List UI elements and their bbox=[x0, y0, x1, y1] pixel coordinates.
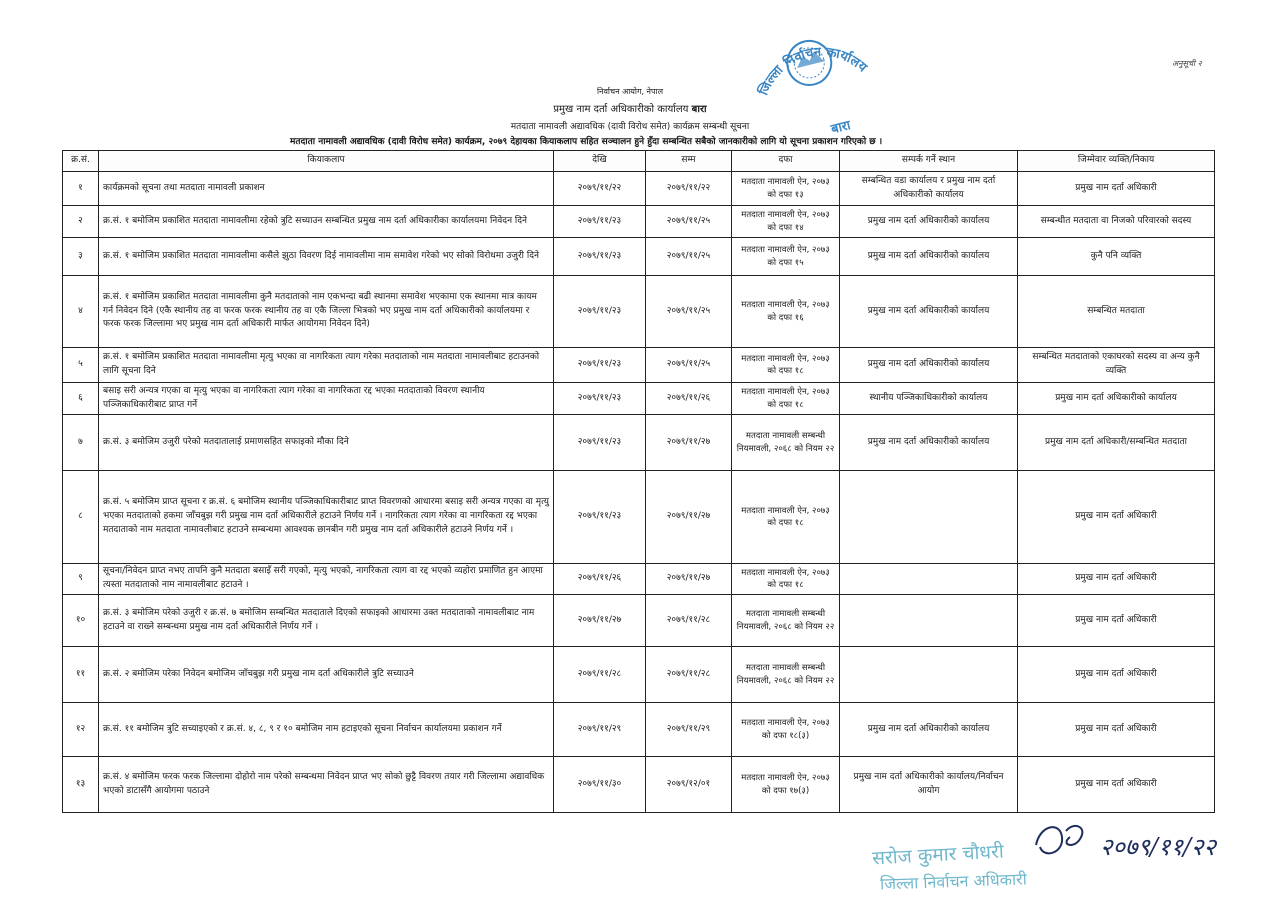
cell-section: मतदाता नामावली ऐन, २०७३ को दफा १८ bbox=[732, 471, 840, 564]
cell-from: २०७९/११/२९ bbox=[554, 703, 646, 757]
stamp-emblem-icon bbox=[746, 27, 885, 153]
table-row bbox=[63, 595, 1215, 647]
cell-contact: प्रमुख नाम दर्ता अधिकारीको कार्यालय/निर्वाचन आयोग bbox=[840, 757, 1018, 813]
table-row bbox=[63, 564, 1215, 595]
stamp-text-top: जिल्ला निर्वाचन कार्यालय bbox=[756, 45, 870, 98]
cell-section: मतदाता नामावली ऐन, २०७३ को दफा १८ bbox=[732, 383, 840, 415]
signatory-title: जिल्ला निर्वाचन अधिकारी bbox=[879, 869, 1028, 894]
cell-section: मतदाता नामावली सम्बन्धी नियमावली, २०६८ को नियम २२ bbox=[732, 647, 840, 703]
cell-section: मतदाता नामावली ऐन, २०७३ को दफा १५ bbox=[732, 238, 840, 276]
table-header-row bbox=[63, 151, 1215, 172]
cell-responsible: सम्बन्धित मतदाताको एकाघरको सदस्य वा अन्य कुनै व्यक्ति bbox=[1018, 348, 1215, 383]
cell-to: २०७९/११/२२ bbox=[646, 172, 732, 206]
header-section: दफा bbox=[732, 151, 840, 172]
cell-contact: सम्बन्धित वडा कार्यालय र प्रमुख नाम दर्ता अधिकारीको कार्यालय bbox=[840, 172, 1018, 206]
cell-responsible: प्रमुख नाम दर्ता अधिकारीको कार्यालय bbox=[1018, 383, 1215, 415]
cell-section: मतदाता नामावली ऐन, २०७३ को दफा १८ bbox=[732, 564, 840, 595]
cell-activity: सूचना/निवेदन प्राप्त नभए तापनि कुनै मतदाता बसाइँ सरी गएको, मृत्यु भएको, नागरिकता त्याग वा रद्द भएको व्यहोरा प्रमाणित हुन आएमा त्यस्ता मतदाताको नाम नामावलीबाट हटाउने । bbox=[99, 564, 554, 595]
cell-responsible: प्रमुख नाम दर्ता अधिकारी bbox=[1018, 647, 1215, 703]
cell-sn: ८ bbox=[63, 471, 99, 564]
annex-label: अनुसूची २ bbox=[1172, 59, 1202, 68]
cell-from: २०७९/११/२३ bbox=[554, 348, 646, 383]
notice-title: मतदाता नामावली अद्यावधिक (दावी विरोध समेत) कार्यक्रम सम्बन्धी सूचना bbox=[510, 122, 750, 132]
cell-responsible: प्रमुख नाम दर्ता अधिकारी/सम्बन्धित मतदाता bbox=[1018, 415, 1215, 471]
stamp-text-bottom: बारा bbox=[829, 118, 853, 138]
cell-activity: क्र.सं. ३ बमोजिम परेको उजुरी र क्र.सं. ७ बमोजिम सम्बन्धित मतदाताले दिएको सफाइको आधारमा उक्त मतदाताको नामावलीबाट नाम हटाउने वा राख्ने सम्बन्धमा प्रमुख नाम दर्ता अधिकारीले निर्णय गर्ने । bbox=[99, 595, 554, 647]
cell-responsible: सम्बन्धीत मतदाता वा निजको परिवारको सदस्य bbox=[1018, 206, 1215, 238]
cell-activity: क्र.सं. ३ बमोजिम उजुरी परेको मतदातालाई प्रमाणसहित सफाइको मौका दिने bbox=[99, 415, 554, 471]
cell-to: २०७९/१२/०१ bbox=[646, 757, 732, 813]
cell-to: २०७९/११/२८ bbox=[646, 595, 732, 647]
signature-date: २०७९/११/२२ bbox=[1100, 833, 1217, 861]
cell-sn: ६ bbox=[63, 383, 99, 415]
cell-activity: कार्यक्रमको सूचना तथा मतदाता नामावली प्रकाशन bbox=[99, 172, 554, 206]
cell-section: मतदाता नामावली ऐन, २०७३ को दफा १८(३) bbox=[732, 703, 840, 757]
cell-sn: १ bbox=[63, 172, 99, 206]
header-activity: कियाकलाप bbox=[99, 151, 554, 172]
cell-from: २०७९/११/२३ bbox=[554, 471, 646, 564]
cell-to: २०७९/११/२६ bbox=[646, 383, 732, 415]
table-row bbox=[63, 206, 1215, 238]
cell-section: मतदाता नामावली ऐन, २०७३ को दफा १८ bbox=[732, 348, 840, 383]
cell-responsible: कुनै पनि व्यक्ति bbox=[1018, 238, 1215, 276]
cell-from: २०७९/११/२७ bbox=[554, 595, 646, 647]
cell-to: २०७९/११/२७ bbox=[646, 415, 732, 471]
header-responsible: जिम्मेवार व्यक्ति/निकाय bbox=[1018, 151, 1215, 172]
cell-contact bbox=[840, 564, 1018, 595]
cell-to: २०७९/११/२५ bbox=[646, 206, 732, 238]
signature bbox=[1030, 815, 1240, 875]
cell-section: मतदाता नामावली ऐन, २०७३ को दफा १७(३) bbox=[732, 757, 840, 813]
header-to: सम्म bbox=[646, 151, 732, 172]
cell-to: २०७९/११/२७ bbox=[646, 471, 732, 564]
cell-to: २०७९/११/२८ bbox=[646, 647, 732, 703]
cell-sn: १२ bbox=[63, 703, 99, 757]
cell-sn: १० bbox=[63, 595, 99, 647]
cell-section: मतदाता नामावली ऐन, २०७३ को दफा १६ bbox=[732, 276, 840, 348]
cell-responsible: सम्बन्धित मतदाता bbox=[1018, 276, 1215, 348]
table-row bbox=[63, 348, 1215, 383]
cell-activity: क्र.सं. १ बमोजिम प्रकाशित मतदाता नामावलीमा कुनै मतदाताको नाम एकभन्दा बढी स्थानमा समावेश भएकामा एक स्थानमा मात्र कायम गर्न निवेदन दिने (एकै स्थानीय तह वा फरक फरक स्थानीय तह वा एकै जिल्ला भित्रको भए प्रमुख नाम दर्ता अधिकारीको कार्यालयमा र फरक फरक जिल्लामा भए प्रमुख नाम दर्ता अधिकारी मार्फत आयोगमा निवेदन दिने) bbox=[99, 276, 554, 348]
cell-from: २०७९/११/२३ bbox=[554, 383, 646, 415]
cell-from: २०७९/११/२३ bbox=[554, 415, 646, 471]
cell-contact: प्रमुख नाम दर्ता अधिकारीको कार्यालय bbox=[840, 703, 1018, 757]
header-contact: सम्पर्क गर्ने स्थान bbox=[840, 151, 1018, 172]
header-sn: क्र.सं. bbox=[63, 151, 99, 172]
table-row bbox=[63, 471, 1215, 564]
cell-to: २०७९/११/२५ bbox=[646, 238, 732, 276]
cell-section: मतदाता नामावली सम्बन्धी नियमावली, २०६८ को नियम २२ bbox=[732, 415, 840, 471]
table-row bbox=[63, 647, 1215, 703]
office-name-prefix: प्रमुख नाम दर्ता अधिकारीको कार्यालय bbox=[553, 104, 692, 115]
cell-responsible: प्रमुख नाम दर्ता अधिकारी bbox=[1018, 703, 1215, 757]
cell-activity: बसाइ सरी अन्यत्र गएका वा मृत्यु भएका वा नागरिकता त्याग गरेका वा नागरिकता रद्द भएका मतदाताको विवरण स्थानीय पञ्जिकाधिकारीबाट प्राप्त गर्ने bbox=[99, 383, 554, 415]
cell-activity: क्र.सं. १ बमोजिम प्रकाशित मतदाता नामावलीमा कसैले झुठा विवरण दिई नामावलीमा नाम समावेश गरेको भए सोको विरोधमा उजुरी दिने bbox=[99, 238, 554, 276]
table-row bbox=[63, 172, 1215, 206]
table-row bbox=[63, 415, 1215, 471]
cell-to: २०७९/११/२५ bbox=[646, 348, 732, 383]
district-name: बारा bbox=[691, 104, 707, 115]
cell-contact: प्रमुख नाम दर्ता अधिकारीको कार्यालय bbox=[840, 238, 1018, 276]
office-stamp bbox=[742, 24, 892, 164]
signatory-name: सरोज कुमार चौधरी bbox=[871, 840, 1005, 870]
cell-to: २०७९/११/२७ bbox=[646, 564, 732, 595]
cell-activity: क्र.सं. १ बमोजिम प्रकाशित मतदाता नामावलीमा मृत्यु भएका वा नागरिकता त्याग गरेका मतदाताको नाम मतदाता नामावलीबाट हटाउनको लागि सूचना दिने bbox=[99, 348, 554, 383]
cell-sn: २ bbox=[63, 206, 99, 238]
cell-to: २०७९/११/२५ bbox=[646, 276, 732, 348]
cell-section: मतदाता नामावली ऐन, २०७३ को दफा १३ bbox=[732, 172, 840, 206]
cell-activity: क्र.सं. ५ बमोजिम प्राप्त सूचना र क्र.सं. ६ बमोजिम स्थानीय पञ्जिकाधिकारीबाट प्राप्त विवरणको आधारमा बसाइ सरी अन्यत्र गएका वा मृत्यु भएका मतदाताको हकमा जाँचबुझ गरी प्रमुख नाम दर्ता अधिकारीले हटाउने निर्णय गर्ने । नागरिकता त्याग गरेका वा नागरिकता रद्द भएका मतदाताको नाम मतदाता नामावलीबाट हटाउने सम्बन्धमा आवश्यक छानबीन गरी प्रमुख नाम दर्ता अधिकारीले हटाउने निर्णय गर्ने । bbox=[99, 471, 554, 564]
cell-sn: ११ bbox=[63, 647, 99, 703]
table-row bbox=[63, 383, 1215, 415]
cell-from: २०७९/११/२३ bbox=[554, 238, 646, 276]
schedule-table bbox=[62, 150, 1215, 813]
cell-from: २०७९/११/३० bbox=[554, 757, 646, 813]
cell-contact: प्रमुख नाम दर्ता अधिकारीको कार्यालय bbox=[840, 206, 1018, 238]
cell-contact: प्रमुख नाम दर्ता अधिकारीको कार्यालय bbox=[840, 276, 1018, 348]
cell-responsible: प्रमुख नाम दर्ता अधिकारी bbox=[1018, 564, 1215, 595]
cell-from: २०७९/११/२२ bbox=[554, 172, 646, 206]
cell-from: २०७९/११/२८ bbox=[554, 647, 646, 703]
cell-sn: १३ bbox=[63, 757, 99, 813]
header-from: देखि bbox=[554, 151, 646, 172]
table-row bbox=[63, 238, 1215, 276]
cell-activity: क्र.सं. १ बमोजिम प्रकाशित मतदाता नामावलीमा रहेको त्रुटि सच्याउन सम्बन्धित प्रमुख नाम दर्ता अधिकारीका कार्यालयमा निवेदन दिने bbox=[99, 206, 554, 238]
cell-activity: क्र.सं. ११ बमोजिम त्रुटि सच्याइएको र क्र.सं. ४, ८, ९ र १० बमोजिम नाम हटाइएको सूचना निर्वाचन कार्यालयमा प्रकाशन गर्ने bbox=[99, 703, 554, 757]
cell-activity: क्र.सं. २ बमोजिम परेका निवेदन बमोजिम जाँचबुझ गरी प्रमुख नाम दर्ता अधिकारीले त्रुटि सच्याउने bbox=[99, 647, 554, 703]
cell-contact bbox=[840, 595, 1018, 647]
table-row bbox=[63, 703, 1215, 757]
cell-responsible: प्रमुख नाम दर्ता अधिकारी bbox=[1018, 595, 1215, 647]
office-name bbox=[250, 101, 1010, 115]
cell-from: २०७९/११/२६ bbox=[554, 564, 646, 595]
cell-sn: ३ bbox=[63, 238, 99, 276]
cell-from: २०७९/११/२३ bbox=[554, 206, 646, 238]
svg-text:जिल्ला निर्वाचन कार्यालय bbox=[747, 32, 872, 102]
cell-responsible: प्रमुख नाम दर्ता अधिकारी bbox=[1018, 471, 1215, 564]
cell-contact: प्रमुख नाम दर्ता अधिकारीको कार्यालय bbox=[840, 348, 1018, 383]
cell-section: मतदाता नामावली ऐन, २०७३ को दफा १४ bbox=[732, 206, 840, 238]
cell-to: २०७९/११/२९ bbox=[646, 703, 732, 757]
cell-responsible: प्रमुख नाम दर्ता अधिकारी bbox=[1018, 172, 1215, 206]
cell-sn: ७ bbox=[63, 415, 99, 471]
cell-sn: ४ bbox=[63, 276, 99, 348]
cell-contact: स्थानीय पञ्जिकाधिकारीको कार्यालय bbox=[840, 383, 1018, 415]
cell-contact bbox=[840, 647, 1018, 703]
cell-contact bbox=[840, 471, 1018, 564]
commission-name: निर्वाचन आयोग, नेपाल bbox=[596, 87, 664, 96]
cell-responsible: प्रमुख नाम दर्ता अधिकारी bbox=[1018, 757, 1215, 813]
cell-sn: ९ bbox=[63, 564, 99, 595]
cell-contact: प्रमुख नाम दर्ता अधिकारीको कार्यालय bbox=[840, 415, 1018, 471]
cell-activity: क्र.सं. ४ बमोजिम फरक फरक जिल्लामा दोहोरो नाम परेको सम्बन्धमा निवेदन प्राप्त भए सोको छुट्टै विवरण तयार गरी जिल्लामा अद्यावधिक भएको डाटासँगै आयोगमा पठाउने bbox=[99, 757, 554, 813]
notice-intro: मतदाता नामावली अद्यावधिक (दावी विरोध समेत) कार्यक्रम, २०७९ देहायका कियाकलाप सहित सञ्चालन हुने हुँदा सम्बन्धित सबैको जानकारीको लागि यो सूचना प्रकाशन गरिएको छ । bbox=[290, 137, 883, 147]
cell-sn: ५ bbox=[63, 348, 99, 383]
table-row bbox=[63, 276, 1215, 348]
table-row bbox=[63, 757, 1215, 813]
cell-section: मतदाता नामावली सम्बन्धी नियमावली, २०६८ को नियम २२ bbox=[732, 595, 840, 647]
cell-from: २०७९/११/२३ bbox=[554, 276, 646, 348]
